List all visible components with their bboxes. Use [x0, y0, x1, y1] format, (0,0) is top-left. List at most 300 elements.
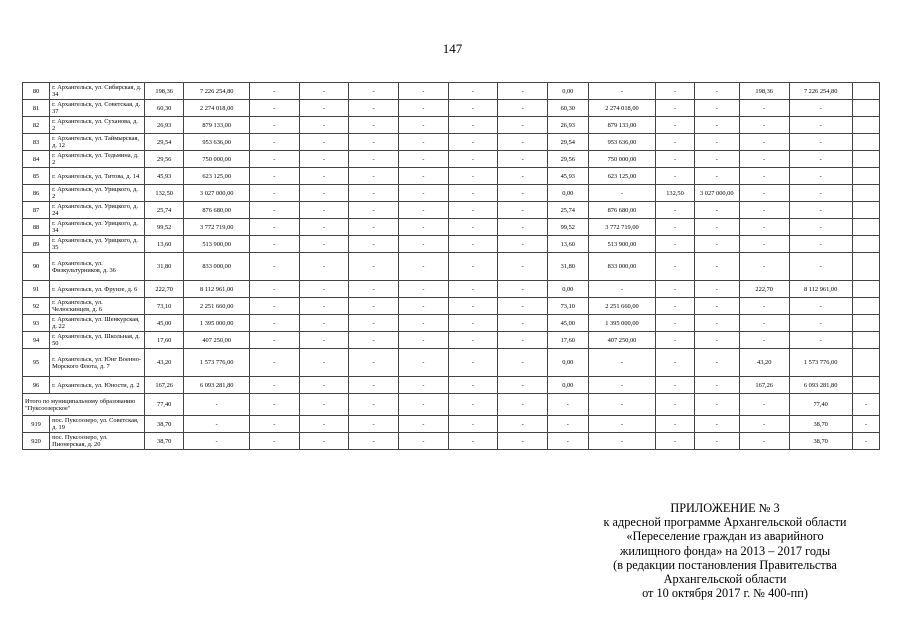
cell-cost: 953 636,00 [184, 134, 249, 151]
cell-c13: - [656, 349, 694, 377]
cell-c14: - [694, 202, 739, 219]
cell-a2: 0,00 [547, 281, 588, 298]
cell-c14: - [694, 377, 739, 394]
cell-c14: - [694, 151, 739, 168]
cell-c13: - [656, 202, 694, 219]
cell-s3: - [789, 332, 852, 349]
cell-s3: - [789, 298, 852, 315]
cell-a3: 198,36 [739, 83, 789, 100]
cell-s2: 833 000,00 [588, 253, 656, 281]
cell-addr: г. Архангельск, ул. Юности, д. 2 [50, 377, 145, 394]
cell-s3: 77,40 [789, 394, 852, 416]
table-row [23, 332, 880, 349]
cell-s3: - [789, 168, 852, 185]
cell-cost: 6 093 281,80 [184, 377, 249, 394]
cell-a2: 31,80 [547, 253, 588, 281]
cell-s3: - [789, 253, 852, 281]
cell-c10: - [498, 100, 548, 117]
cell-addr: г. Архангельск, ул. Урицкого, д. 2 [50, 185, 145, 202]
cell-c10: - [498, 219, 548, 236]
cell-c8: - [398, 253, 448, 281]
cell-c7: - [349, 100, 399, 117]
cell-c9: - [448, 185, 498, 202]
cell-c5: - [249, 315, 299, 332]
cell-c10: - [498, 117, 548, 134]
cell-a2: 60,30 [547, 100, 588, 117]
cell-cost: - [184, 416, 249, 433]
cell-n: 90 [23, 253, 50, 281]
cell-n: 82 [23, 117, 50, 134]
cell-s2: - [588, 433, 656, 450]
cell-c5: - [249, 394, 299, 416]
cell-cost: 876 680,00 [184, 202, 249, 219]
cell-last [852, 134, 879, 151]
cell-last [852, 253, 879, 281]
cell-cost: 879 133,00 [184, 117, 249, 134]
cell-cost: 3 027 000,00 [184, 185, 249, 202]
appendix-line: от 10 октября 2017 г. № 400-пп) [642, 586, 808, 601]
cell-c8: - [398, 315, 448, 332]
cell-addr: г. Архангельск, ул. Школьная, д. 50 [50, 332, 145, 349]
cell-c8: - [398, 349, 448, 377]
cell-c7: - [349, 315, 399, 332]
cell-c8: - [398, 281, 448, 298]
cell-c14: - [694, 100, 739, 117]
cell-s3: - [789, 315, 852, 332]
cell-s3: 38,70 [789, 433, 852, 450]
cell-area: 25,74 [144, 202, 184, 219]
cell-a3: - [739, 236, 789, 253]
cell-s2: - [588, 185, 656, 202]
cell-addr: г. Архангельск, ул. Таймырская, д. 12 [50, 134, 145, 151]
cell-c5: - [249, 202, 299, 219]
cell-area: 222,70 [144, 281, 184, 298]
cell-last [852, 315, 879, 332]
cell-c5: - [249, 117, 299, 134]
cell-c9: - [448, 394, 498, 416]
cell-s3: 6 093 281,80 [789, 377, 852, 394]
cell-c9: - [448, 281, 498, 298]
cell-area: 17,60 [144, 332, 184, 349]
cell-s3: - [789, 219, 852, 236]
table-row [23, 433, 880, 450]
cell-c5: - [249, 185, 299, 202]
table-row [23, 185, 880, 202]
table-row [23, 100, 880, 117]
cell-area: 13,60 [144, 236, 184, 253]
cell-c7: - [349, 332, 399, 349]
cell-c8: - [398, 202, 448, 219]
cell-c7: - [349, 253, 399, 281]
cell-c13: - [656, 332, 694, 349]
cell-last: - [852, 416, 879, 433]
cell-c10: - [498, 134, 548, 151]
cell-cost: 513 900,00 [184, 236, 249, 253]
cell-c6: - [299, 151, 349, 168]
cell-area: 60,30 [144, 100, 184, 117]
cell-area: 26,93 [144, 117, 184, 134]
cell-cost: 833 000,00 [184, 253, 249, 281]
cell-a3: 167,26 [739, 377, 789, 394]
table-row [23, 219, 880, 236]
cell-c7: - [349, 168, 399, 185]
cell-c10: - [498, 202, 548, 219]
cell-a3: - [739, 253, 789, 281]
cell-cost: 2 251 660,00 [184, 298, 249, 315]
cell-s2: - [588, 349, 656, 377]
cell-last [852, 100, 879, 117]
page-number: 147 [442, 41, 463, 56]
cell-last: - [852, 394, 879, 416]
table-row [23, 253, 880, 281]
cell-a2: 0,00 [547, 377, 588, 394]
cell-s3: 38,70 [789, 416, 852, 433]
cell-c9: - [448, 219, 498, 236]
cell-c8: - [398, 117, 448, 134]
cell-c10: - [498, 298, 548, 315]
cell-s3: - [789, 117, 852, 134]
cell-addr: пос. Пуксоозеро, ул. Советская, д. 19 [50, 416, 145, 433]
cell-c14: - [694, 315, 739, 332]
cell-s2: 953 636,00 [588, 134, 656, 151]
cell-cost: 750 000,00 [184, 151, 249, 168]
cell-c14: - [694, 332, 739, 349]
cell-cost: 407 250,00 [184, 332, 249, 349]
cell-s2: - [588, 377, 656, 394]
cell-c8: - [398, 377, 448, 394]
appendix-line: (в редакции постановления Правительства [613, 557, 837, 572]
cell-c14: - [694, 416, 739, 433]
cell-c14: - [694, 117, 739, 134]
cell-addr: г. Архангельск, ул. Урицкого, д. 24 [50, 202, 145, 219]
cell-c14: - [694, 281, 739, 298]
cell-a2: 29,54 [547, 134, 588, 151]
cell-last [852, 117, 879, 134]
cell-n: 88 [23, 219, 50, 236]
cell-c6: - [299, 168, 349, 185]
cell-c8: - [398, 416, 448, 433]
cell-c6: - [299, 416, 349, 433]
cell-s2: 2 274 018,00 [588, 100, 656, 117]
cell-c9: - [448, 236, 498, 253]
cell-c5: - [249, 433, 299, 450]
table-row [23, 236, 880, 253]
cell-c8: - [398, 168, 448, 185]
cell-s3: - [789, 185, 852, 202]
cell-c9: - [448, 117, 498, 134]
cell-c14: - [694, 253, 739, 281]
cell-n: 80 [23, 83, 50, 100]
cell-cost: 1 395 000,00 [184, 315, 249, 332]
cell-n: 85 [23, 168, 50, 185]
cell-c13: - [656, 100, 694, 117]
cell-c9: - [448, 349, 498, 377]
cell-area: 29,56 [144, 151, 184, 168]
cell-n: 86 [23, 185, 50, 202]
cell-c6: - [299, 219, 349, 236]
cell-a2: 45,00 [547, 315, 588, 332]
cell-last [852, 202, 879, 219]
cell-c9: - [448, 168, 498, 185]
cell-addr: г. Архангельск, ул. Тедьмина, д. 2 [50, 151, 145, 168]
cell-last [852, 236, 879, 253]
cell-c10: - [498, 185, 548, 202]
cell-c5: - [249, 298, 299, 315]
appendix-line: жилищного фонда» на 2013 – 2017 годы [619, 543, 831, 558]
cell-c7: - [349, 134, 399, 151]
cell-c13: - [656, 134, 694, 151]
cell-c6: - [299, 100, 349, 117]
cell-c8: - [398, 185, 448, 202]
cell-c14: - [694, 298, 739, 315]
cell-c13: - [656, 117, 694, 134]
cell-s2: 750 000,00 [588, 151, 656, 168]
cell-addr: г. Архангельск, ул. Урицкого, д. 35 [50, 236, 145, 253]
cell-a2: - [547, 433, 588, 450]
appendix-line: «Переселение граждан из аварийного [626, 529, 824, 544]
cell-cost: 3 772 719,00 [184, 219, 249, 236]
cell-n: 920 [23, 433, 50, 450]
cell-c14: - [694, 433, 739, 450]
cell-c6: - [299, 332, 349, 349]
cell-s2: - [588, 281, 656, 298]
resettlement-table [22, 82, 880, 450]
cell-c7: - [349, 185, 399, 202]
cell-n: 91 [23, 281, 50, 298]
cell-c6: - [299, 236, 349, 253]
cell-s2: 876 680,00 [588, 202, 656, 219]
cell-c6: - [299, 253, 349, 281]
cell-c10: - [498, 281, 548, 298]
cell-addr: г. Архангельск, ул. Суханова, д. 2 [50, 117, 145, 134]
cell-c6: - [299, 349, 349, 377]
cell-a3: - [739, 168, 789, 185]
cell-a2: - [547, 394, 588, 416]
cell-c7: - [349, 219, 399, 236]
cell-c10: - [498, 332, 548, 349]
cell-n: 89 [23, 236, 50, 253]
cell-c13: - [656, 416, 694, 433]
cell-c13: - [656, 394, 694, 416]
cell-c13: - [656, 83, 694, 100]
cell-a3: - [739, 151, 789, 168]
cell-c10: - [498, 433, 548, 450]
table-row [23, 83, 880, 100]
cell-a3: - [739, 298, 789, 315]
cell-n: 83 [23, 134, 50, 151]
cell-n: 87 [23, 202, 50, 219]
cell-c13: - [656, 281, 694, 298]
cell-last [852, 349, 879, 377]
cell-cost: 1 573 776,00 [184, 349, 249, 377]
cell-c13: - [656, 433, 694, 450]
cell-c10: - [498, 168, 548, 185]
cell-c9: - [448, 253, 498, 281]
cell-c13: - [656, 151, 694, 168]
cell-addr: г. Архангельск, ул. Физкультурников, д. 36 [50, 253, 145, 281]
cell-addr: г. Архангельск, ул. Сибирская, д. 34 [50, 83, 145, 100]
cell-n: 81 [23, 100, 50, 117]
cell-a3: - [739, 315, 789, 332]
subtotal-row [23, 394, 880, 416]
cell-s2: 2 251 660,00 [588, 298, 656, 315]
cell-c9: - [448, 377, 498, 394]
cell-c5: - [249, 377, 299, 394]
cell-area: 167,26 [144, 377, 184, 394]
cell-area: 45,93 [144, 168, 184, 185]
cell-last: - [852, 433, 879, 450]
cell-c8: - [398, 433, 448, 450]
cell-cost: 2 274 018,00 [184, 100, 249, 117]
cell-area: 38,70 [144, 416, 184, 433]
cell-a2: 17,60 [547, 332, 588, 349]
cell-c6: - [299, 134, 349, 151]
cell-addr: г. Архангельск, ул. Советская, д. 37 [50, 100, 145, 117]
cell-a2: - [547, 416, 588, 433]
cell-c7: - [349, 377, 399, 394]
cell-a3: - [739, 219, 789, 236]
cell-c14: - [694, 168, 739, 185]
cell-c7: - [349, 117, 399, 134]
table-row [23, 134, 880, 151]
table-row [23, 315, 880, 332]
cell-c9: - [448, 202, 498, 219]
cell-a3: 43,20 [739, 349, 789, 377]
cell-a3: - [739, 117, 789, 134]
cell-c10: - [498, 349, 548, 377]
cell-s3: - [789, 202, 852, 219]
cell-s2: 407 250,00 [588, 332, 656, 349]
cell-c5: - [249, 349, 299, 377]
cell-last [852, 281, 879, 298]
cell-last [852, 298, 879, 315]
cell-c10: - [498, 315, 548, 332]
cell-c5: - [249, 168, 299, 185]
cell-c6: - [299, 117, 349, 134]
cell-c10: - [498, 377, 548, 394]
cell-c5: - [249, 134, 299, 151]
cell-c6: - [299, 281, 349, 298]
cell-addr: г. Архангельск, ул. Титова, д. 14 [50, 168, 145, 185]
cell-area: 132,50 [144, 185, 184, 202]
cell-area: 99,52 [144, 219, 184, 236]
cell-cost: - [184, 433, 249, 450]
cell-c9: - [448, 433, 498, 450]
cell-c14: - [694, 219, 739, 236]
cell-addr: г. Архангельск, ул. Фрунзе, д. 6 [50, 281, 145, 298]
cell-c8: - [398, 134, 448, 151]
cell-n: 92 [23, 298, 50, 315]
cell-a3: - [739, 202, 789, 219]
cell-c7: - [349, 298, 399, 315]
cell-c13: - [656, 377, 694, 394]
cell-cost: - [184, 394, 249, 416]
cell-c5: - [249, 281, 299, 298]
cell-c5: - [249, 100, 299, 117]
cell-c7: - [349, 394, 399, 416]
cell-c10: - [498, 83, 548, 100]
appendix-line: Архангельской области [663, 572, 787, 587]
cell-s2: 513 900,00 [588, 236, 656, 253]
cell-a3: - [739, 332, 789, 349]
cell-c10: - [498, 151, 548, 168]
cell-c14: - [694, 236, 739, 253]
cell-c8: - [398, 332, 448, 349]
cell-c6: - [299, 377, 349, 394]
cell-a3: 222,70 [739, 281, 789, 298]
cell-cost: 8 112 961,00 [184, 281, 249, 298]
cell-c9: - [448, 83, 498, 100]
cell-c6: - [299, 298, 349, 315]
table-row [23, 377, 880, 394]
cell-n: 93 [23, 315, 50, 332]
cell-c5: - [249, 236, 299, 253]
cell-c6: - [299, 185, 349, 202]
cell-area: 29,54 [144, 134, 184, 151]
cell-c14: - [694, 83, 739, 100]
cell-c14: - [694, 134, 739, 151]
table-row [23, 298, 880, 315]
cell-c5: - [249, 151, 299, 168]
cell-c9: - [448, 100, 498, 117]
cell-a2: 25,74 [547, 202, 588, 219]
cell-area: 38,70 [144, 433, 184, 450]
cell-s3: 7 226 254,80 [789, 83, 852, 100]
cell-a3: - [739, 416, 789, 433]
cell-c7: - [349, 236, 399, 253]
cell-c5: - [249, 416, 299, 433]
cell-c7: - [349, 349, 399, 377]
cell-a3: - [739, 394, 789, 416]
cell-s2: 879 133,00 [588, 117, 656, 134]
cell-n: 96 [23, 377, 50, 394]
cell-c9: - [448, 332, 498, 349]
cell-c7: - [349, 281, 399, 298]
cell-area: 31,80 [144, 253, 184, 281]
cell-c8: - [398, 100, 448, 117]
cell-a2: 0,00 [547, 349, 588, 377]
cell-last [852, 219, 879, 236]
cell-a2: 99,52 [547, 219, 588, 236]
table-row [23, 117, 880, 134]
table-row [23, 349, 880, 377]
cell-s2: - [588, 416, 656, 433]
cell-c8: - [398, 83, 448, 100]
cell-c7: - [349, 202, 399, 219]
cell-c7: - [349, 151, 399, 168]
cell-c5: - [249, 219, 299, 236]
cell-addr: г. Архангельск, ул. Урицкого, д. 34 [50, 219, 145, 236]
cell-last [852, 83, 879, 100]
cell-c5: - [249, 253, 299, 281]
cell-s2: 1 395 000,00 [588, 315, 656, 332]
cell-c6: - [299, 394, 349, 416]
table-row [23, 151, 880, 168]
cell-a2: 0,00 [547, 83, 588, 100]
cell-area: 77,40 [144, 394, 184, 416]
cell-c10: - [498, 416, 548, 433]
cell-addr: пос. Пуксоозеро, ул. Пионерская, д. 20 [50, 433, 145, 450]
cell-last [852, 185, 879, 202]
cell-c8: - [398, 394, 448, 416]
cell-c14: 3 027 000,00 [694, 185, 739, 202]
cell-c8: - [398, 236, 448, 253]
cell-c9: - [448, 416, 498, 433]
cell-c9: - [448, 298, 498, 315]
cell-last [852, 377, 879, 394]
cell-c10: - [498, 236, 548, 253]
cell-addr: г. Архангельск, ул. Челюскинцев, д. 6 [50, 298, 145, 315]
